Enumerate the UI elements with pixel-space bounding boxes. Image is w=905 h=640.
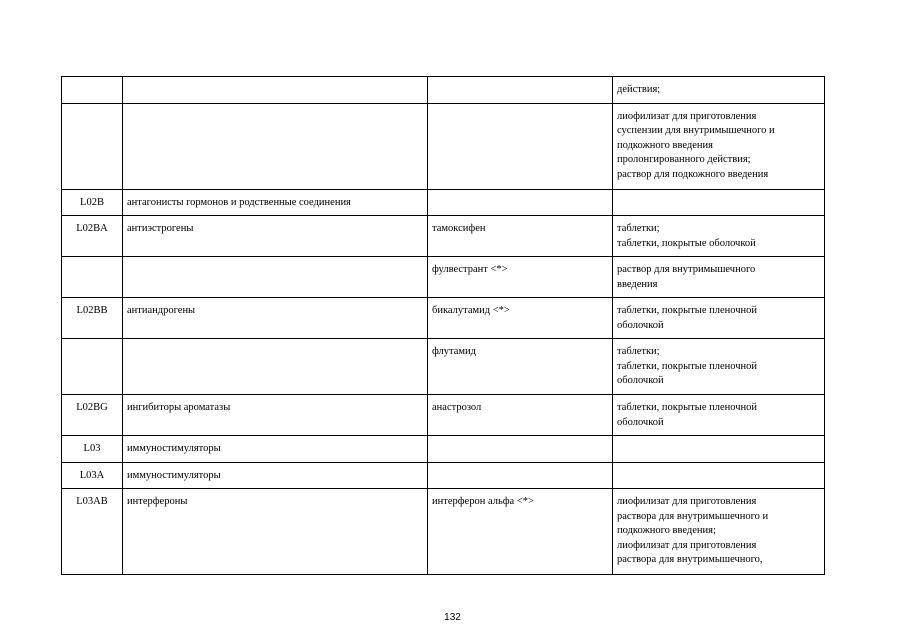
drug-classification-table <box>61 76 825 575</box>
dosage-form-cell: раствор для внутримышечного введения <box>613 257 825 298</box>
drug-name-cell <box>428 189 613 216</box>
dosage-form-cell: действия; <box>613 77 825 104</box>
dosage-form-cell: лиофилизат для приготовления раствора для внутримышечного и подкожного введения; лиофилизат для приготовления раствора для внутримышечного, <box>613 489 825 575</box>
drug-name-cell: тамоксифен <box>428 216 613 257</box>
table-row <box>62 489 825 575</box>
drug-name-cell: фулвестрант <*> <box>428 257 613 298</box>
group-name-cell <box>123 103 428 189</box>
group-name-cell: антагонисты гормонов и родственные соединения <box>123 189 428 216</box>
dosage-form-cell: таблетки; таблетки, покрытые пленочной оболочкой <box>613 339 825 395</box>
dosage-form-cell <box>613 462 825 489</box>
table-row <box>62 189 825 216</box>
table-row <box>62 339 825 395</box>
dosage-form-cell: лиофилизат для приготовления суспензии для внутримышечного и подкожного введения пролонгированного действия; раствор для подкожного введения <box>613 103 825 189</box>
table-row <box>62 216 825 257</box>
group-name-cell: иммуностимуляторы <box>123 462 428 489</box>
atc-code-cell: L02BG <box>62 395 123 436</box>
drug-name-cell: анастрозол <box>428 395 613 436</box>
group-name-cell <box>123 339 428 395</box>
table-row <box>62 395 825 436</box>
page-number: 132 <box>444 612 461 623</box>
group-name-cell: антиэстрогены <box>123 216 428 257</box>
atc-code-cell <box>62 257 123 298</box>
atc-code-cell: L03 <box>62 436 123 463</box>
table-row <box>62 257 825 298</box>
dosage-form-cell: таблетки; таблетки, покрытые оболочкой <box>613 216 825 257</box>
dosage-form-cell <box>613 189 825 216</box>
dosage-form-cell <box>613 436 825 463</box>
atc-code-cell: L03A <box>62 462 123 489</box>
group-name-cell: интерфероны <box>123 489 428 575</box>
table-row <box>62 103 825 189</box>
table-row <box>62 436 825 463</box>
atc-code-cell: L03AB <box>62 489 123 575</box>
group-name-cell: ингибиторы ароматазы <box>123 395 428 436</box>
atc-code-cell <box>62 103 123 189</box>
drug-name-cell: интерферон альфа <*> <box>428 489 613 575</box>
drug-name-cell <box>428 436 613 463</box>
group-name-cell <box>123 257 428 298</box>
drug-name-cell <box>428 77 613 104</box>
atc-code-cell <box>62 77 123 104</box>
atc-code-cell: L02BB <box>62 298 123 339</box>
drug-name-cell <box>428 103 613 189</box>
atc-code-cell: L02BA <box>62 216 123 257</box>
group-name-cell <box>123 77 428 104</box>
group-name-cell: иммуностимуляторы <box>123 436 428 463</box>
drug-name-cell: флутамид <box>428 339 613 395</box>
table-row <box>62 462 825 489</box>
group-name-cell: антиандрогены <box>123 298 428 339</box>
table-row <box>62 77 825 104</box>
dosage-form-cell: таблетки, покрытые пленочной оболочкой <box>613 395 825 436</box>
drug-name-cell <box>428 462 613 489</box>
table-row <box>62 298 825 339</box>
atc-code-cell <box>62 339 123 395</box>
drug-name-cell: бикалутамид <*> <box>428 298 613 339</box>
dosage-form-cell: таблетки, покрытые пленочной оболочкой <box>613 298 825 339</box>
atc-code-cell: L02B <box>62 189 123 216</box>
